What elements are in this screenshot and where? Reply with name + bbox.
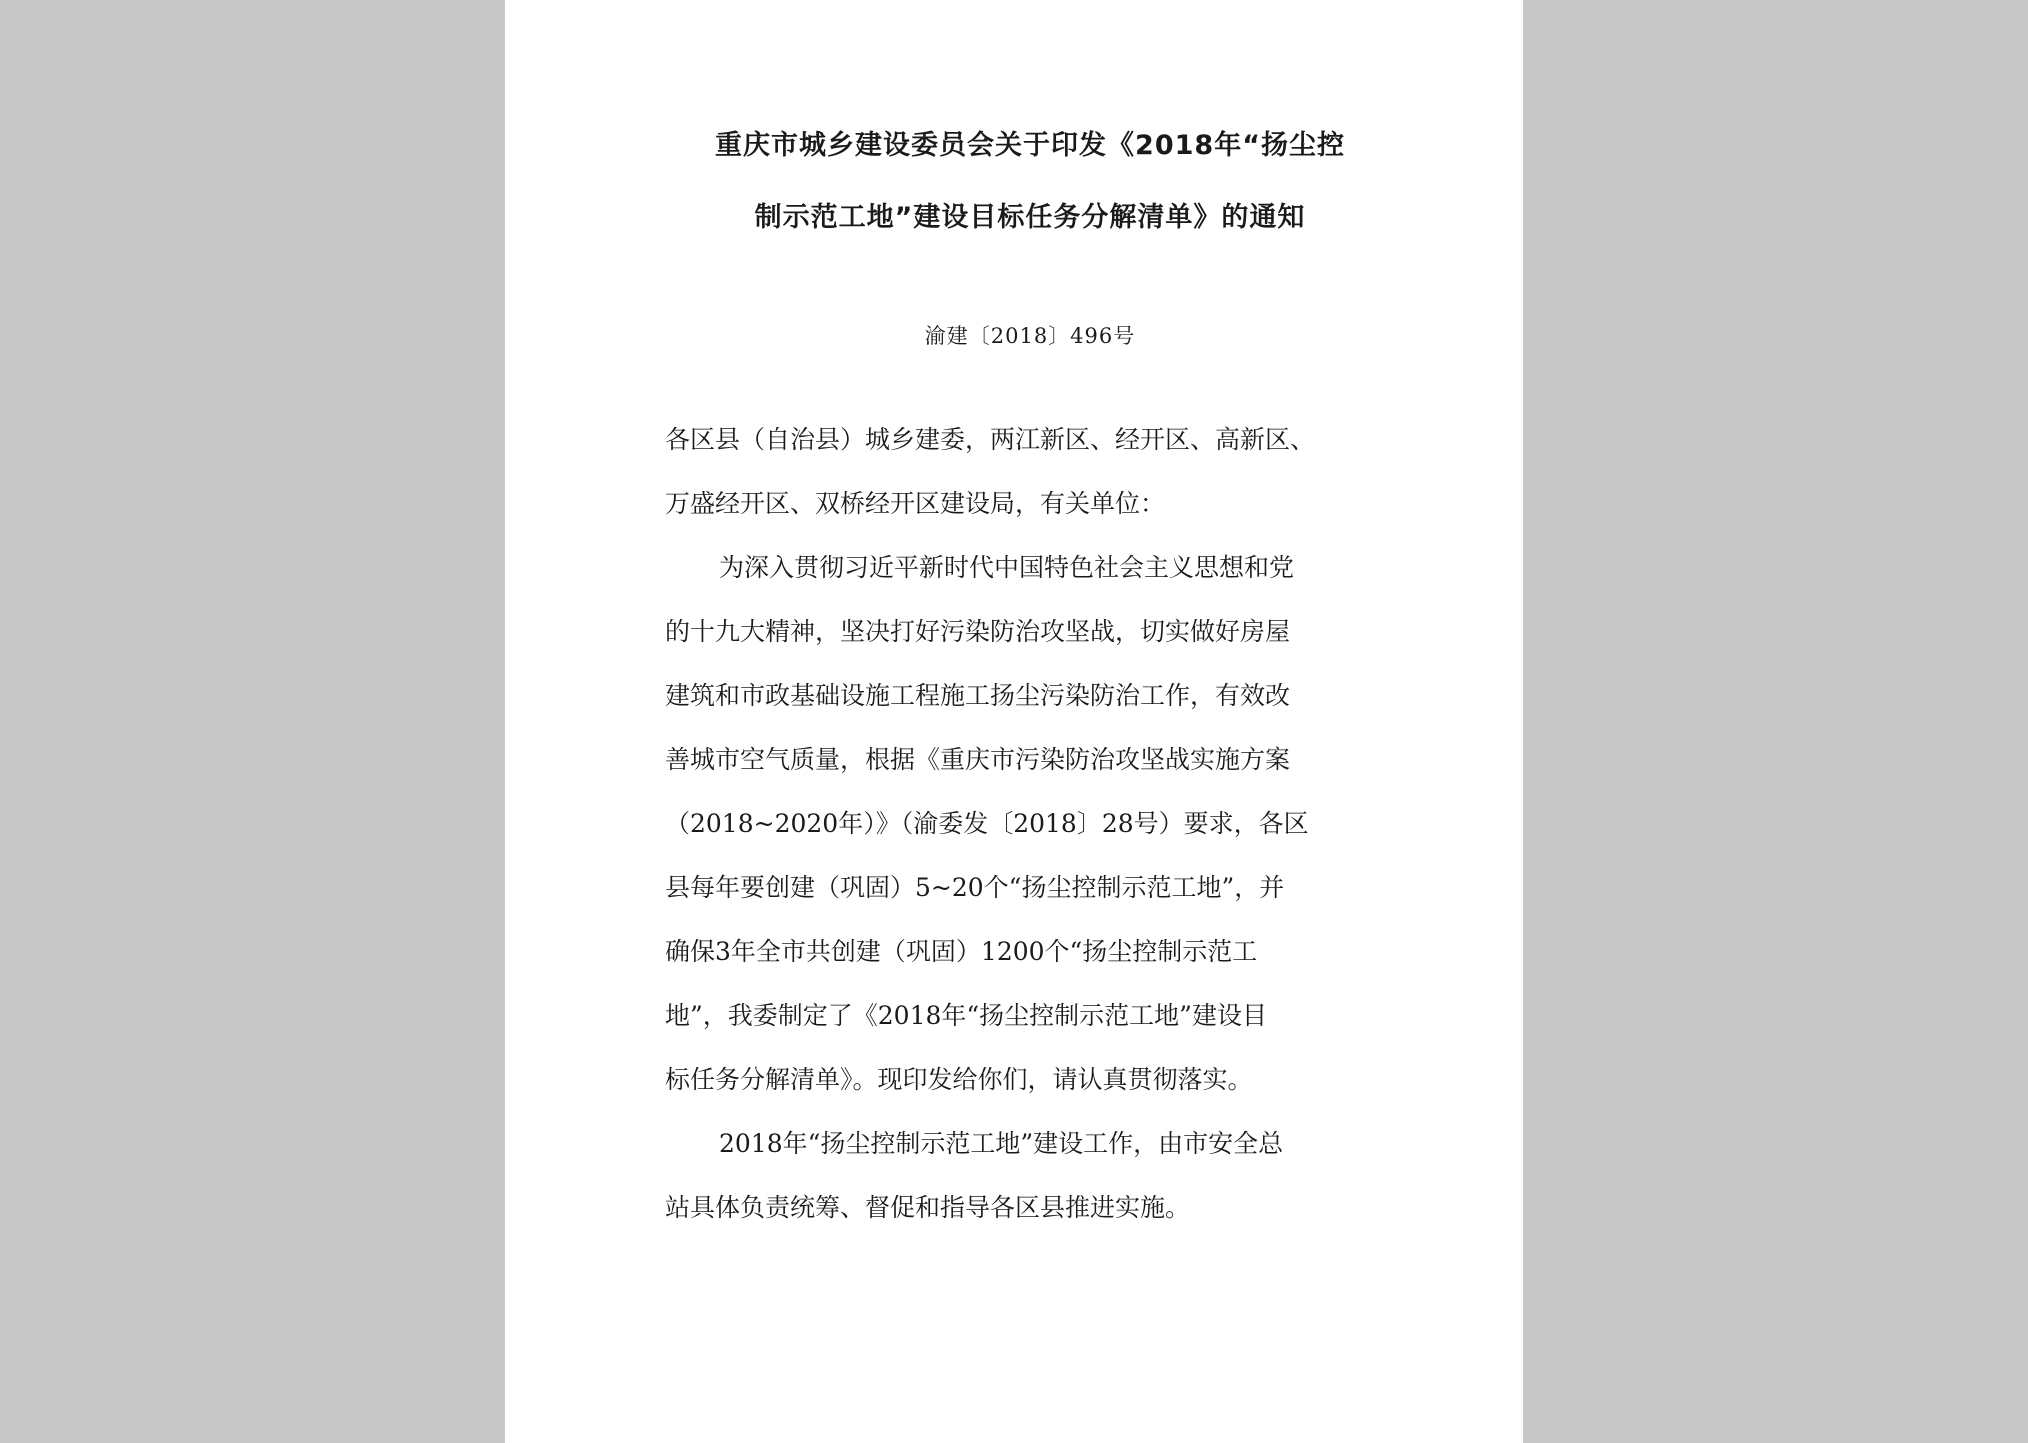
paragraph-line: 站具体负责统筹、督促和指导各区县推进实施。: [665, 1193, 1191, 1222]
title-line: 重庆市城乡建设委员会关于印发《2018年“扬尘控: [715, 130, 1345, 161]
paragraph-line: 2018年“扬尘控制示范工地”建设工作，由市安全总: [719, 1129, 1284, 1158]
document-title: [665, 110, 1395, 254]
paragraph-line: 建筑和市政基础设施工程施工扬尘污染防治工作，有效改: [665, 681, 1291, 710]
paragraph-2: [665, 1112, 1395, 1240]
addressee: [665, 408, 1395, 536]
paragraph-line: 确保3年全市共创建（巩固）1200个“扬尘控制示范工: [665, 937, 1258, 966]
paragraph-line: 地”，我委制定了《2018年“扬尘控制示范工地”建设目: [665, 1001, 1267, 1030]
title-line: 制示范工地”建设目标任务分解清单》的通知: [754, 202, 1306, 233]
addressee-line: 各区县（自治县）城乡建委，两江新区、经开区、高新区、: [665, 425, 1316, 454]
document-number: 渝建〔2018〕496号: [924, 324, 1136, 348]
paragraph-line: 县每年要创建（巩固）5~20个“扬尘控制示范工地”，并: [665, 873, 1285, 902]
paragraph-line: 标任务分解清单》。现印发给你们，请认真贯彻落实。: [665, 1065, 1253, 1094]
paragraph-line: 为深入贯彻习近平新时代中国特色社会主义思想和党: [719, 553, 1295, 582]
document-page: [505, 0, 1523, 1443]
paragraph-1: [665, 536, 1395, 1112]
addressee-line: 万盛经开区、双桥经开区建设局，有关单位：: [665, 489, 1166, 518]
paragraph-line: 善城市空气质量，根据《重庆市污染防治攻坚战实施方案: [665, 745, 1291, 774]
document-content: [665, 110, 1395, 1240]
paragraph-line: 的十九大精神，坚决打好污染防治攻坚战，切实做好房屋: [665, 617, 1291, 646]
paragraph-line: （2018~2020年）》（渝委发〔2018〕28号）要求，各区: [665, 809, 1309, 838]
